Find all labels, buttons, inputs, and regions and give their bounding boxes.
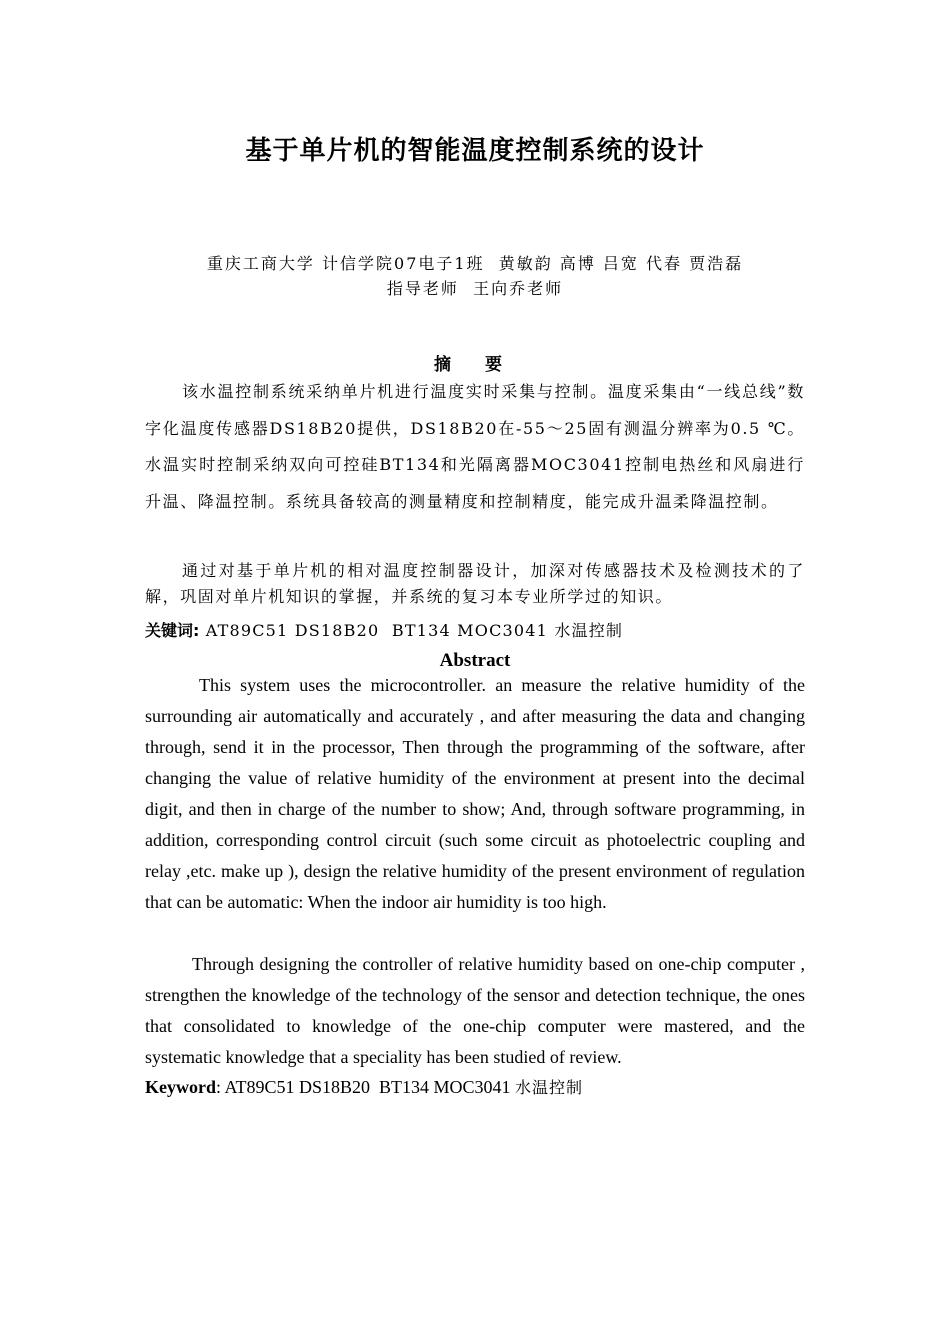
abstract-cn-heading: 摘 要 (434, 355, 516, 375)
abstract-cn-paragraph: 该水温控制系统采纳单片机进行温度实时采集与控制。温度采集由“一线总线”数字化温度传感器DS18B20提供，DS18B20在-55～25固有测温分辨率为0.5 ℃。水温实时控制采纳双向可控硅BT134和光隔离器MOC3041控制电热丝和风扇进行升温、降温控制。系统具备较高的测量精度和控制精度，能完成升温柔降温控制。 (145, 382, 805, 511)
keywords-cn-label: 关键词: (145, 621, 200, 640)
abstract-en-paragraph: This system uses the microcontroller. an measure the relative humidity of the surrounding air automatically and accurately , and after measuring the data and changing through, send it in the processor, Then through the programming of the software, after changing the value of relative humidity of the environment at present into the decimal digit, and then in charge of the number to show; And, through software programming, in addition, corresponding control circuit (such some circuit as photoelectric coupling and relay ,etc. make up ), design the relative humidity of the present environment of regulation that can be automatic: When the indoor air humidity is too high. (145, 675, 805, 912)
abstract-en-heading: Abstract (439, 650, 511, 671)
page-title: 基于单片机的智能温度控制系统的设计 (245, 136, 705, 166)
keywords-en-separator: : (216, 1077, 225, 1097)
keywords-cn (145, 618, 845, 644)
advisor-line: 指导老师 王向乔老师 (386, 279, 564, 298)
keywords-en-label: Keyword (145, 1077, 216, 1097)
keywords-en-cn-term: 水温控制 (515, 1078, 584, 1097)
keywords-en-values: AT89C51 DS18B20 BT134 MOC3041 (224, 1077, 516, 1097)
keywords-en (145, 1072, 845, 1103)
keywords-cn-values: AT89C51 DS18B20 BT134 MOC3041 水温控制 (199, 621, 624, 640)
abstract-cn-paragraph: 通过对基于单片机的相对温度控制器设计，加深对传感器技术及检测技术的了解，巩固对单片机知识的掌握，并系统的复习本专业所学过的知识。 (145, 561, 805, 606)
author-line: 重庆工商大学 计信学院07电子1班 黄敏韵 高博 吕宽 代春 贾浩磊 (206, 254, 744, 273)
abstract-en-paragraph: Through designing the controller of relative humidity based on one-chip computer , strengthen the knowledge of the technology of the sensor and detection technique, the ones that consolidated to knowledge of the one-chip computer were mastered, and the systematic knowledge that a speciality has been studied of review. (145, 954, 805, 1067)
